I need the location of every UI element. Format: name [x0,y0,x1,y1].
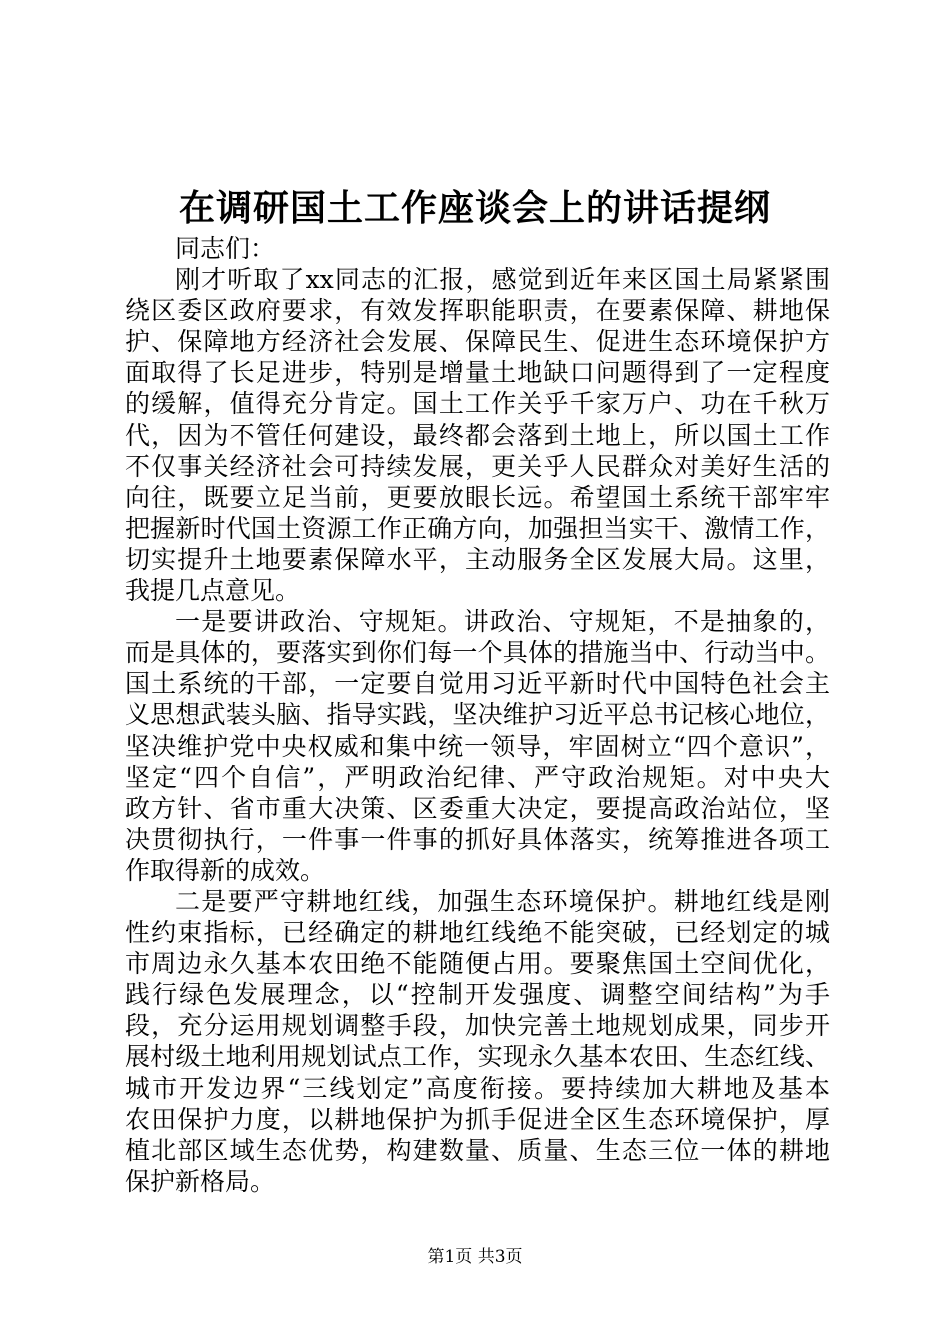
document-title: 在调研国土工作座谈会上的讲话提纲 [178,187,771,229]
document-body [125,233,830,1197]
paragraph-line: 性约束指标，已经确定的耕地红线绝不能突破，已经划定的城 [125,918,830,948]
paragraph-line: 植北部区域生态优势，构建数量、质量、生态三位一体的耕地 [125,1135,830,1165]
paragraph-line: 国土系统的干部，一定要自觉用习近平新时代中国特色社会主 [125,669,830,699]
paragraph-line: 段，充分运用规划调整手段，加快完善土地规划成果，同步开 [125,1011,830,1041]
paragraph-line: 城市开发边界“三线划定”高度衔接。要持续加大耕地及基本 [125,1073,830,1103]
paragraph-line: 农田保护力度，以耕地保护为抓手促进全区生态环境保护，厚 [125,1104,830,1134]
page-number-footer: 第1页 共3页 [427,1247,523,1267]
paragraph-line: 二是要严守耕地红线，加强生态环境保护。耕地红线是刚 [175,886,830,916]
paragraph-line: 政方针、省市重大决策、区委重大决定，要提高政治站位，坚 [125,793,830,823]
paragraph-line: 护、保障地方经济社会发展、保障民生、促进生态环境保护方 [125,327,830,357]
paragraph-line: 代，因为不管任何建设，最终都会落到土地上，所以国土工作 [125,420,830,450]
paragraph-line: 把握新时代国土资源工作正确方向，加强担当实干、激情工作， [125,513,830,543]
paragraph-line: 坚决维护党中央权威和集中统一领导，牢固树立“四个意识”， [125,731,830,761]
paragraph-line: 绕区委区政府要求，有效发挥职能职责，在要素保障、耕地保 [125,296,830,326]
paragraph-line: 决贯彻执行，一件事一件事的抓好具体落实，统筹推进各项工 [125,824,830,854]
paragraph-line: 市周边永久基本农田绝不能随便占用。要聚焦国土空间优化， [125,949,830,979]
paragraph-line: 一是要讲政治、守规矩。讲政治、守规矩，不是抽象的， [175,607,830,637]
paragraph-line: 的缓解，值得充分肯定。国土工作关乎千家万户、功在千秋万 [125,389,830,419]
paragraph-line: 践行绿色发展理念，以“控制开发强度、调整空间结构”为手 [125,980,830,1010]
paragraph-line: 保护新格局。 [125,1166,276,1196]
paragraph-line: 作取得新的成效。 [125,855,326,885]
paragraph-line: 我提几点意见。 [125,576,301,606]
paragraph-line: 义思想武装头脑、指导实践，坚决维护习近平总书记核心地位， [125,700,830,730]
paragraph-line: 刚才听取了xx同志的汇报，感觉到近年来区国土局紧紧围 [175,265,830,295]
paragraph-line: 面取得了长足进步，特别是增量土地缺口问题得到了一定程度 [125,358,830,388]
paragraph-line: 展村级土地利用规划试点工作，实现永久基本农田、生态红线、 [125,1042,830,1072]
paragraph-line: 不仅事关经济社会可持续发展，更关乎人民群众对美好生活的 [125,451,830,481]
salutation-line: 同志们： [175,234,276,263]
paragraph-line: 向往，既要立足当前，更要放眼长远。希望国土系统干部牢牢 [125,482,830,512]
paragraph-line: 而是具体的，要落实到你们每一个具体的措施当中、行动当中。 [125,638,830,668]
paragraph-line: 切实提升土地要素保障水平，主动服务全区发展大局。这里， [125,544,830,574]
paragraph-line: 坚定“四个自信”，严明政治纪律、严守政治规矩。对中央大 [125,762,830,792]
